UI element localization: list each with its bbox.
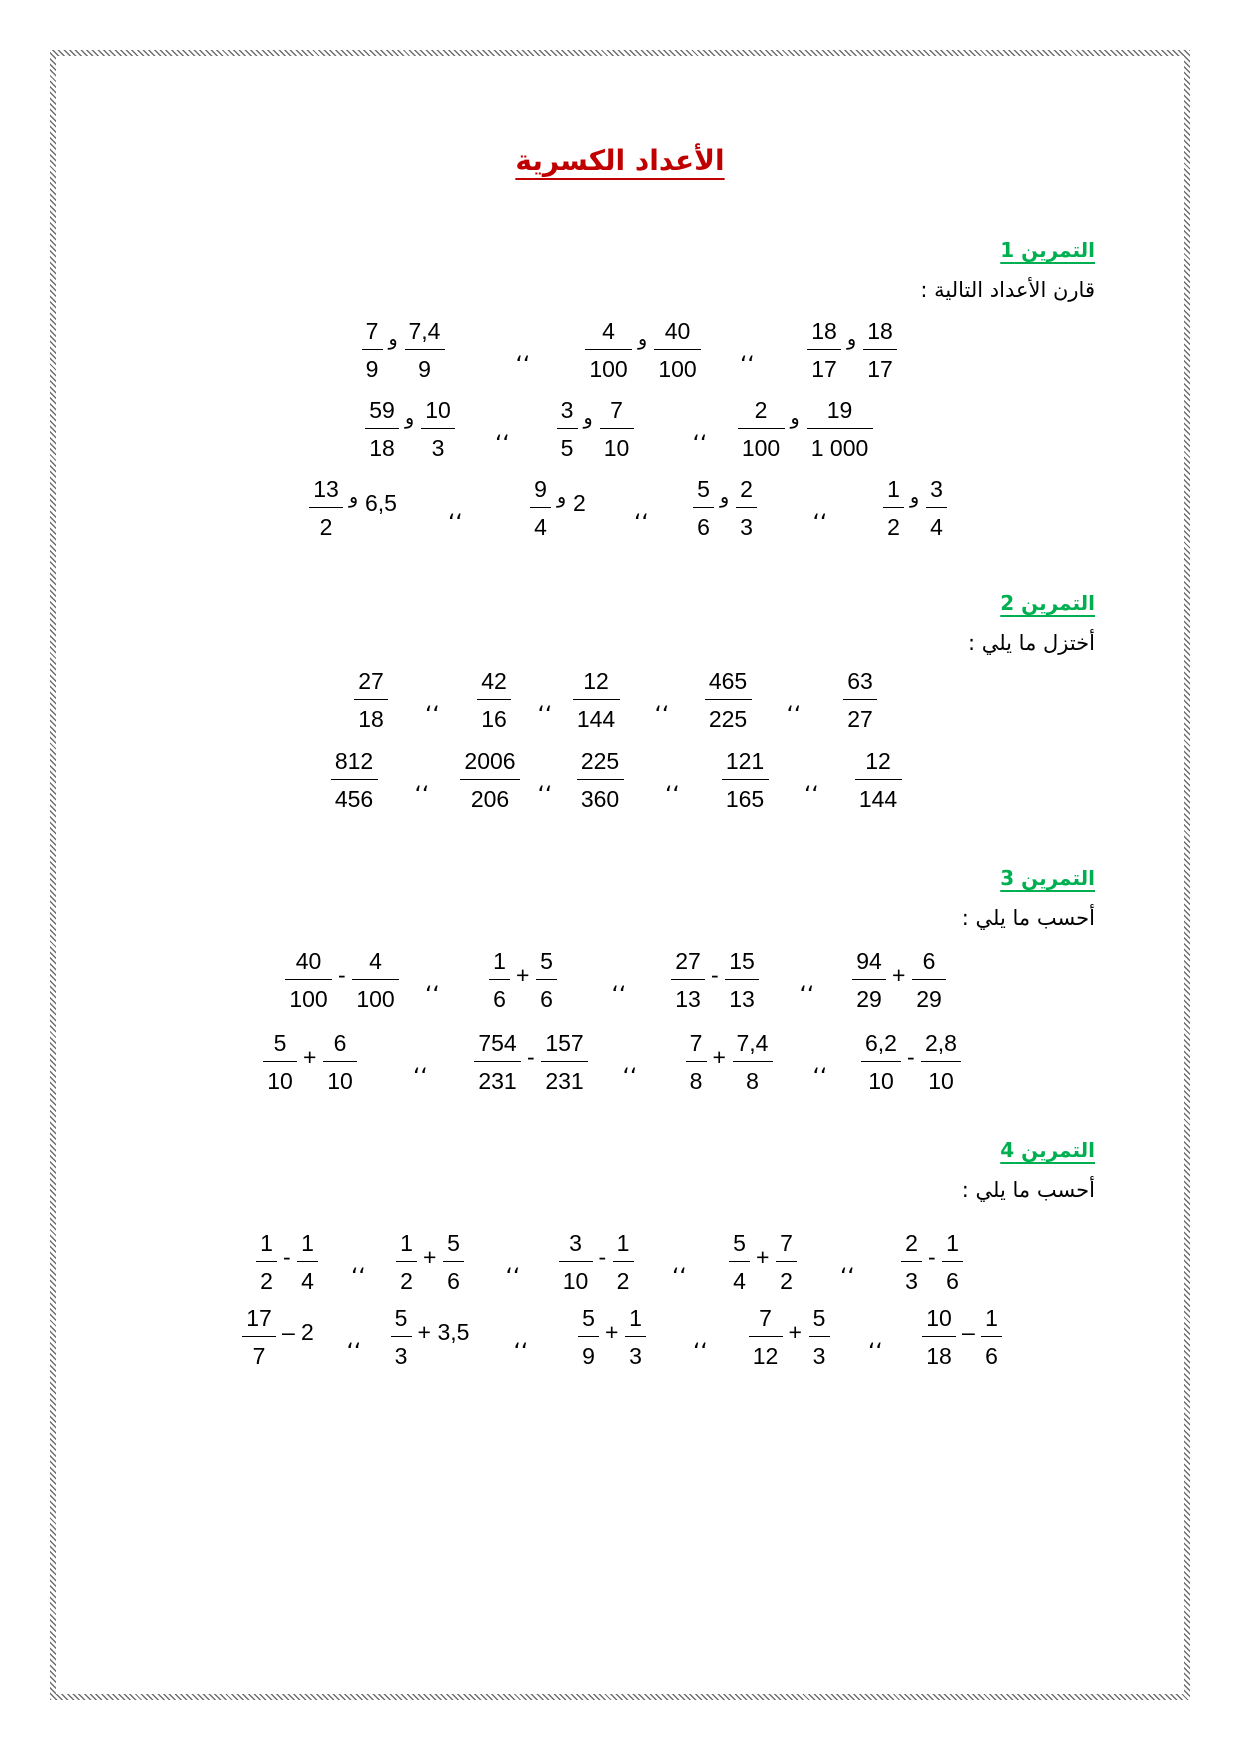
- exercise-2-instruction: أختزل ما يلي :: [967, 631, 1095, 655]
- separator-comma: ،،: [664, 770, 680, 796]
- numerator: 121: [722, 748, 769, 780]
- numerator: 5: [536, 948, 557, 980]
- separator-comma: ،،: [611, 970, 626, 996]
- numerator: 9: [530, 476, 551, 508]
- operand-fraction: [323, 1030, 357, 1093]
- denominator: 18: [926, 1343, 952, 1369]
- denominator: 3: [629, 1343, 642, 1369]
- numerator: 465: [705, 668, 752, 700]
- separator-comma: ،،: [513, 1327, 528, 1353]
- denominator: 3: [394, 1343, 408, 1369]
- denominator: 6: [985, 1343, 998, 1369]
- operator-sign: +: [605, 1319, 619, 1345]
- numerator: 3: [559, 1230, 593, 1262]
- numerator: 12: [855, 748, 902, 780]
- operand-fraction: [942, 1230, 963, 1293]
- numerator: 6: [912, 948, 946, 980]
- separator-comma: ،،: [812, 1052, 827, 1078]
- operand-fraction: [922, 1305, 956, 1368]
- numerator: 5: [391, 1305, 412, 1337]
- separator-comma: ،،: [350, 1252, 366, 1278]
- denominator: 29: [856, 986, 882, 1012]
- exercise-1-instruction: قارن الأعداد التالية :: [920, 278, 1095, 302]
- denominator: 4: [930, 514, 943, 540]
- denominator: 3: [740, 514, 753, 540]
- separator-comma: ،،: [799, 970, 814, 996]
- denominator: 8: [689, 1068, 703, 1094]
- operand-fraction: [396, 1230, 417, 1293]
- separator-comma: ،،: [839, 1252, 855, 1278]
- operand-fraction: [776, 1230, 797, 1293]
- denominator: 4: [534, 514, 547, 540]
- operand-fraction: [654, 318, 701, 381]
- denominator: 17: [867, 356, 893, 382]
- numerator: 5: [578, 1305, 599, 1337]
- numerator: 27: [354, 668, 388, 700]
- denominator: 231: [478, 1068, 517, 1094]
- numerator: 18: [863, 318, 897, 350]
- numerator: 94: [852, 948, 886, 980]
- numerator: 4: [352, 948, 399, 980]
- denominator: 225: [708, 706, 748, 732]
- numerator: 5: [693, 476, 714, 508]
- numerator: 15: [725, 948, 759, 980]
- denominator: 27: [847, 706, 873, 732]
- numerator: 1: [981, 1305, 1002, 1337]
- operator-sign: –: [962, 1319, 975, 1345]
- denominator: 17: [811, 356, 837, 382]
- numerator: 4: [585, 318, 632, 350]
- fraction: [354, 668, 388, 731]
- operand-fraction: [693, 476, 714, 539]
- operand-fraction: [807, 397, 873, 460]
- denominator: 456: [334, 786, 374, 812]
- page-title: الأعداد الكسرية: [515, 144, 725, 177]
- operand-fraction: [926, 476, 947, 539]
- separator-comma: ،،: [505, 1252, 520, 1278]
- denominator: 100: [289, 986, 328, 1012]
- separator-comma: ،،: [622, 1052, 637, 1078]
- separator-comma: ،،: [739, 340, 755, 366]
- numerator: 157: [541, 1030, 588, 1062]
- operand-fraction: [613, 1230, 634, 1293]
- operand-number: 3,5: [437, 1319, 470, 1345]
- numerator: 40: [285, 948, 332, 980]
- numerator: 1: [942, 1230, 963, 1262]
- numerator: 2: [738, 397, 785, 429]
- exercise-4-instruction: أحسب ما يلي :: [961, 1178, 1095, 1202]
- separator-comma: ،،: [692, 1327, 708, 1353]
- separator-comma: ،،: [537, 770, 552, 796]
- separator-comma: ،،: [346, 1327, 361, 1353]
- denominator: 10: [562, 1268, 589, 1294]
- numerator: 63: [843, 668, 877, 700]
- separator-comma: ،،: [494, 419, 510, 445]
- numerator: 1: [883, 476, 904, 508]
- numerator: 59: [365, 397, 399, 429]
- denominator: 6: [493, 986, 506, 1012]
- fraction: [843, 668, 877, 731]
- denominator: 18: [369, 435, 395, 461]
- operand-fraction: [489, 948, 510, 1011]
- denominator: 10: [928, 1068, 954, 1094]
- operator-sign: -: [928, 1244, 936, 1270]
- operand-fraction: [297, 1230, 318, 1293]
- fraction: [577, 748, 624, 811]
- numerator: 10: [421, 397, 455, 429]
- operator-sign: -: [527, 1044, 535, 1070]
- numerator: 1: [625, 1305, 646, 1337]
- and-connector: و: [583, 407, 593, 429]
- operand-fraction: [901, 1230, 922, 1293]
- operand-fraction: [530, 476, 551, 539]
- denominator: 18: [358, 706, 384, 732]
- numerator: 12: [573, 668, 620, 700]
- separator-comma: ،،: [692, 419, 707, 445]
- denominator: 3: [905, 1268, 918, 1294]
- operand-fraction: [352, 948, 399, 1011]
- denominator: 2: [319, 514, 333, 540]
- operand-fraction: [474, 1030, 521, 1093]
- separator-comma: ،،: [803, 770, 819, 796]
- operand-fraction: [981, 1305, 1002, 1368]
- numerator: 3: [926, 476, 947, 508]
- separator-comma: ،،: [786, 690, 801, 716]
- denominator: 1 000: [810, 435, 869, 461]
- exercise-3-instruction: أحسب ما يلي :: [961, 906, 1095, 930]
- operand-fraction: [738, 397, 785, 460]
- operand-fraction: [578, 1305, 599, 1368]
- operand-fraction: [405, 318, 445, 381]
- operator-sign: -: [598, 1244, 607, 1270]
- fraction: [855, 748, 902, 811]
- numerator: 7: [749, 1305, 783, 1337]
- and-connector: و: [349, 486, 359, 508]
- numerator: 3: [557, 397, 578, 429]
- operand-number: 2: [573, 490, 586, 516]
- numerator: 754: [474, 1030, 521, 1062]
- operand-number: 2: [301, 1319, 314, 1345]
- operand-fraction: [421, 397, 455, 460]
- operand-fraction: [671, 948, 705, 1011]
- operand-fraction: [391, 1305, 412, 1368]
- operand-fraction: [309, 476, 343, 539]
- numerator: 7: [362, 318, 383, 350]
- denominator: 7: [252, 1343, 266, 1369]
- denominator: 3: [431, 435, 445, 461]
- separator-comma: ،،: [867, 1327, 883, 1353]
- operator-sign: +: [423, 1244, 437, 1270]
- operator-sign: -: [711, 962, 719, 988]
- denominator: 13: [675, 986, 701, 1012]
- denominator: 100: [658, 356, 697, 382]
- fraction: [460, 748, 520, 811]
- operand-fraction: [807, 318, 841, 381]
- denominator: 206: [470, 786, 510, 812]
- and-connector: و: [638, 328, 648, 350]
- numerator: 7: [686, 1030, 707, 1062]
- numerator: 7,4: [405, 318, 445, 350]
- numerator: 40: [654, 318, 701, 350]
- denominator: 10: [603, 435, 630, 461]
- denominator: 9: [582, 1343, 595, 1369]
- denominator: 6: [540, 986, 553, 1012]
- and-connector: و: [388, 328, 398, 350]
- and-connector: و: [720, 486, 730, 508]
- numerator: 5: [443, 1230, 464, 1262]
- operand-fraction: [285, 948, 332, 1011]
- operand-fraction: [365, 397, 399, 460]
- operand-fraction: [921, 1030, 961, 1093]
- denominator: 100: [356, 986, 395, 1012]
- numerator: 2,8: [921, 1030, 961, 1062]
- denominator: 100: [741, 435, 781, 461]
- and-connector: و: [557, 486, 567, 508]
- denominator: 9: [365, 356, 379, 382]
- separator-comma: ،،: [424, 690, 440, 716]
- operator-sign: -: [907, 1044, 915, 1070]
- denominator: 10: [267, 1068, 293, 1094]
- operand-fraction: [541, 1030, 588, 1093]
- operator-sign: –: [282, 1319, 295, 1345]
- numerator: 2: [901, 1230, 922, 1262]
- operator-sign: -: [283, 1244, 291, 1270]
- separator-comma: ،،: [424, 970, 440, 996]
- operator-sign: +: [892, 962, 906, 988]
- denominator: 13: [729, 986, 755, 1012]
- fraction: [722, 748, 769, 811]
- separator-comma: ،،: [633, 498, 649, 524]
- denominator: 6: [946, 1268, 959, 1294]
- operand-fraction: [883, 476, 904, 539]
- numerator: 1: [396, 1230, 417, 1262]
- separator-comma: ،،: [537, 690, 552, 716]
- denominator: 10: [868, 1068, 894, 1094]
- denominator: 360: [580, 786, 620, 812]
- operator-sign: +: [712, 1044, 726, 1070]
- operand-number: 6,5: [365, 490, 397, 516]
- separator-comma: ،،: [447, 498, 463, 524]
- denominator: 2: [260, 1268, 273, 1294]
- fraction: [705, 668, 752, 731]
- denominator: 3: [812, 1343, 826, 1369]
- numerator: 13: [309, 476, 343, 508]
- denominator: 144: [858, 786, 898, 812]
- operator-sign: +: [516, 962, 530, 988]
- denominator: 4: [301, 1268, 314, 1294]
- denominator: 144: [576, 706, 616, 732]
- page-title-wrap: [0, 144, 1240, 177]
- denominator: 231: [545, 1068, 584, 1094]
- operand-fraction: [557, 397, 578, 460]
- denominator: 5: [560, 435, 574, 461]
- operator-sign: +: [417, 1319, 431, 1345]
- numerator: 1: [613, 1230, 634, 1262]
- numerator: 7: [776, 1230, 797, 1262]
- operand-fraction: [536, 948, 557, 1011]
- numerator: 18: [807, 318, 841, 350]
- operand-fraction: [362, 318, 383, 381]
- operand-fraction: [733, 1030, 773, 1093]
- separator-comma: ،،: [812, 498, 827, 524]
- numerator: 27: [671, 948, 705, 980]
- and-connector: و: [790, 407, 800, 429]
- operator-sign: +: [756, 1244, 770, 1270]
- denominator: 2: [887, 514, 900, 540]
- numerator: 2: [736, 476, 757, 508]
- numerator: 7,4: [733, 1030, 773, 1062]
- exercise-4-heading: التمرين 4: [1000, 1138, 1095, 1162]
- denominator: 12: [752, 1343, 779, 1369]
- denominator: 10: [327, 1068, 353, 1094]
- numerator: 10: [922, 1305, 956, 1337]
- denominator: 29: [916, 986, 942, 1012]
- operand-fraction: [912, 948, 946, 1011]
- denominator: 100: [589, 356, 628, 382]
- operand-fraction: [263, 1030, 297, 1093]
- operand-fraction: [861, 1030, 901, 1093]
- denominator: 16: [481, 706, 507, 732]
- numerator: 17: [242, 1305, 276, 1337]
- numerator: 225: [577, 748, 624, 780]
- numerator: 1: [297, 1230, 318, 1262]
- numerator: 19: [807, 397, 873, 429]
- numerator: 1: [256, 1230, 277, 1262]
- fraction: [477, 668, 511, 731]
- fraction: [331, 748, 378, 811]
- operator-sign: +: [303, 1044, 317, 1070]
- denominator: 2: [780, 1268, 793, 1294]
- numerator: 812: [331, 748, 378, 780]
- numerator: 5: [263, 1030, 297, 1062]
- operator-sign: -: [338, 962, 346, 988]
- fraction: [573, 668, 620, 731]
- operand-fraction: [686, 1030, 707, 1093]
- operator-sign: +: [788, 1319, 802, 1345]
- separator-comma: ،،: [414, 770, 429, 796]
- operand-fraction: [600, 397, 634, 460]
- exercise-1-heading: التمرين 1: [1000, 238, 1095, 262]
- denominator: 2: [400, 1268, 413, 1294]
- numerator: 6: [323, 1030, 357, 1062]
- denominator: 165: [725, 786, 765, 812]
- operand-fraction: [559, 1230, 593, 1293]
- operand-fraction: [443, 1230, 464, 1293]
- denominator: 6: [697, 514, 710, 540]
- operand-fraction: [585, 318, 632, 381]
- operand-fraction: [729, 1230, 750, 1293]
- denominator: 9: [418, 356, 431, 382]
- denominator: 8: [746, 1068, 759, 1094]
- and-connector: و: [405, 407, 415, 429]
- operand-fraction: [863, 318, 897, 381]
- and-connector: و: [847, 328, 857, 350]
- denominator: 4: [733, 1268, 746, 1294]
- operand-fraction: [809, 1305, 830, 1368]
- numerator: 2006: [460, 748, 520, 780]
- and-connector: و: [910, 486, 920, 508]
- exercise-2-heading: التمرين 2: [1000, 591, 1095, 615]
- operand-fraction: [736, 476, 757, 539]
- separator-comma: ،،: [671, 1252, 687, 1278]
- separator-comma: ،،: [515, 340, 530, 366]
- numerator: 5: [729, 1230, 750, 1262]
- exercise-3-heading: التمرين 3: [1000, 866, 1095, 890]
- denominator: 2: [616, 1268, 630, 1294]
- numerator: 5: [809, 1305, 830, 1337]
- numerator: 7: [600, 397, 634, 429]
- operand-fraction: [242, 1305, 276, 1368]
- denominator: 6: [447, 1268, 460, 1294]
- numerator: 6,2: [861, 1030, 901, 1062]
- separator-comma: ،،: [654, 690, 669, 716]
- numerator: 42: [477, 668, 511, 700]
- operand-fraction: [725, 948, 759, 1011]
- separator-comma: ،،: [412, 1052, 428, 1078]
- operand-fraction: [852, 948, 886, 1011]
- operand-fraction: [749, 1305, 783, 1368]
- operand-fraction: [625, 1305, 646, 1368]
- operand-fraction: [256, 1230, 277, 1293]
- numerator: 1: [489, 948, 510, 980]
